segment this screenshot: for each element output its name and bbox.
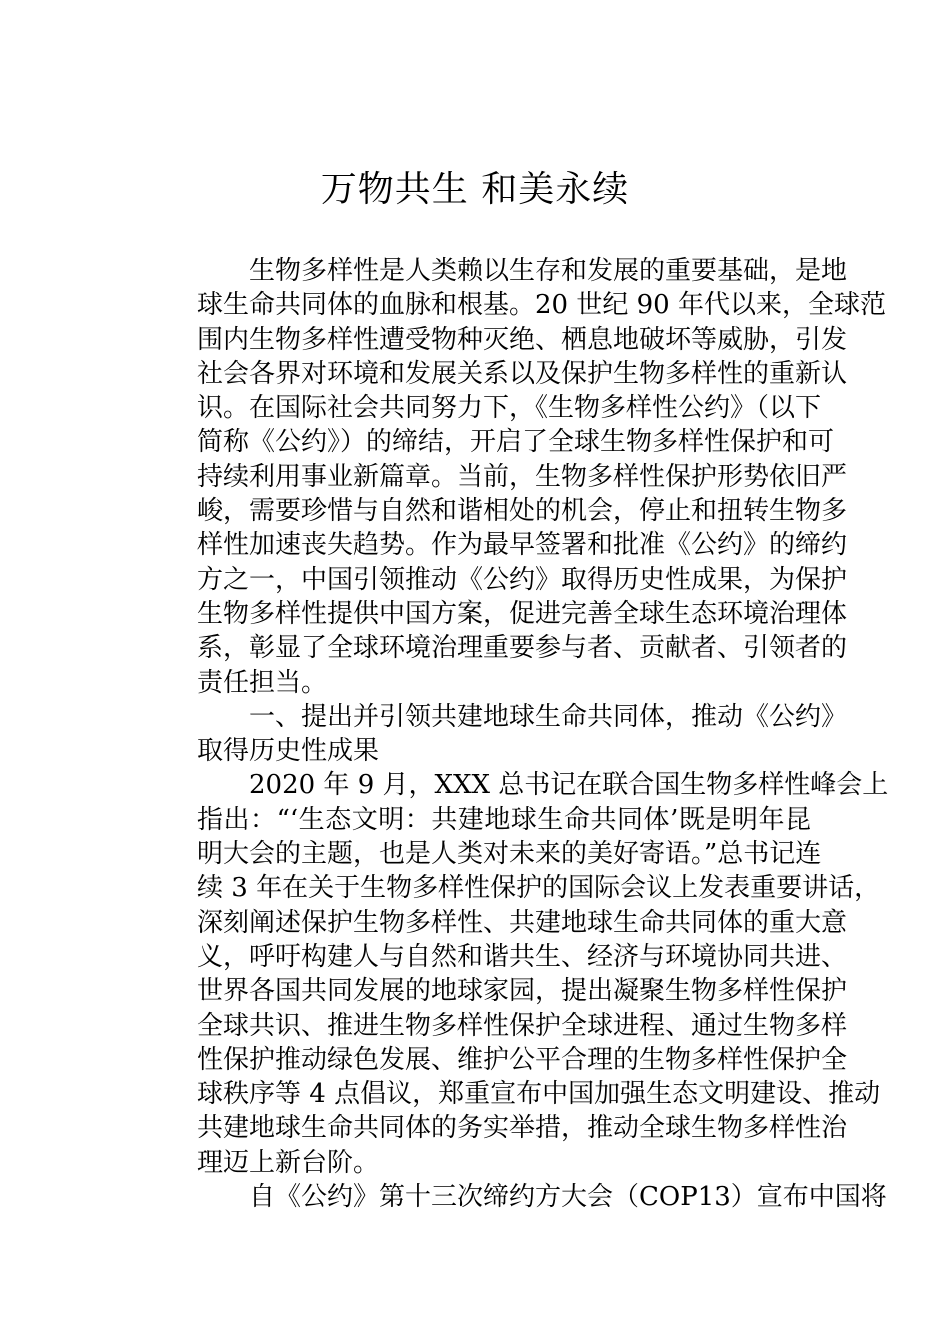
text-line: 全球共识、推进生物多样性保护全球进程、通过生物多样 (197, 1010, 848, 1041)
text-line: 责任担当。 (197, 667, 328, 698)
paragraph-cop13 (145, 1180, 887, 1214)
text-line: 峻，需要珍惜与自然和谐相处的机会，停止和扭转生物多 (197, 496, 848, 527)
text-line: 自《公约》第十三次缔约方大会（COP13）宣布中国将 (249, 1182, 887, 1213)
text-line: 系，彰显了全球环境治理重要参与者、贡献者、引领者的 (197, 633, 848, 664)
paragraph-summit (145, 768, 889, 1180)
text-line: 识。在国际社会共同努力下，《生物多样性公约》（以下 (197, 393, 822, 424)
text-line: 生物多样性是人类赖以生存和发展的重要基础，是地 (249, 256, 848, 286)
paragraph-intro (145, 254, 886, 700)
text-line: 球秩序等 4 点倡议，郑重宣布中国加强生态文明建设、推动 (197, 1079, 881, 1110)
document-title: 万物共生 和美永续 (320, 169, 630, 210)
text-line: 取得历史性成果 (197, 736, 380, 767)
text-line: 明大会的主题，也是人类对未来的美好寄语。”总书记连 (197, 839, 822, 870)
text-line: 续 3 年在关于生物多样性保护的国际会议上发表重要讲话， (197, 873, 881, 904)
document-body (145, 254, 889, 1214)
text-line: 围内生物多样性遭受物种灭绝、栖息地破坏等威胁，引发 (197, 324, 848, 355)
text-line: 理迈上新台阶。 (197, 1147, 380, 1178)
text-line: 样性加速丧失趋势。作为最早签署和批准《公约》的缔约 (197, 530, 848, 561)
text-line: 2020 年 9 月，XXX 总书记在联合国生物多样性峰会上 (249, 770, 889, 801)
text-line: 持续利用事业新篇章。当前，生物多样性保护形势依旧严 (197, 461, 848, 492)
text-line: 深刻阐述保护生物多样性、共建地球生命共同体的重大意 (197, 907, 848, 938)
text-line: 一、提出并引领共建地球生命共同体，推动《公约》 (249, 701, 848, 732)
text-line: 义，呼吁构建人与自然和谐共生、经济与环境协同共进、 (197, 941, 848, 972)
text-line: 球生命共同体的血脉和根基。20 世纪 90 年代以来，全球范 (197, 290, 886, 321)
text-line: 生物多样性提供中国方案，促进完善全球生态环境治理体 (197, 598, 848, 629)
text-line: 性保护推动绿色发展、维护公平合理的生物多样性保护全 (197, 1044, 848, 1075)
text-line: 方之一，中国引领推动《公约》取得历史性成果，为保护 (197, 564, 848, 595)
text-line: 共建地球生命共同体的务实举措，推动全球生物多样性治 (197, 1113, 848, 1144)
section-heading (145, 700, 848, 769)
text-line: 指出：“‘生态文明：共建地球生命共同体’既是明年昆 (197, 804, 811, 835)
text-line: 社会各界对环境和发展关系以及保护生物多样性的重新认 (197, 358, 848, 389)
text-line: 世界各国共同发展的地球家园，提出凝聚生物多样性保护 (197, 976, 848, 1007)
text-line: 简称《公约》）的缔结，开启了全球生物多样性保护和可 (197, 427, 835, 458)
